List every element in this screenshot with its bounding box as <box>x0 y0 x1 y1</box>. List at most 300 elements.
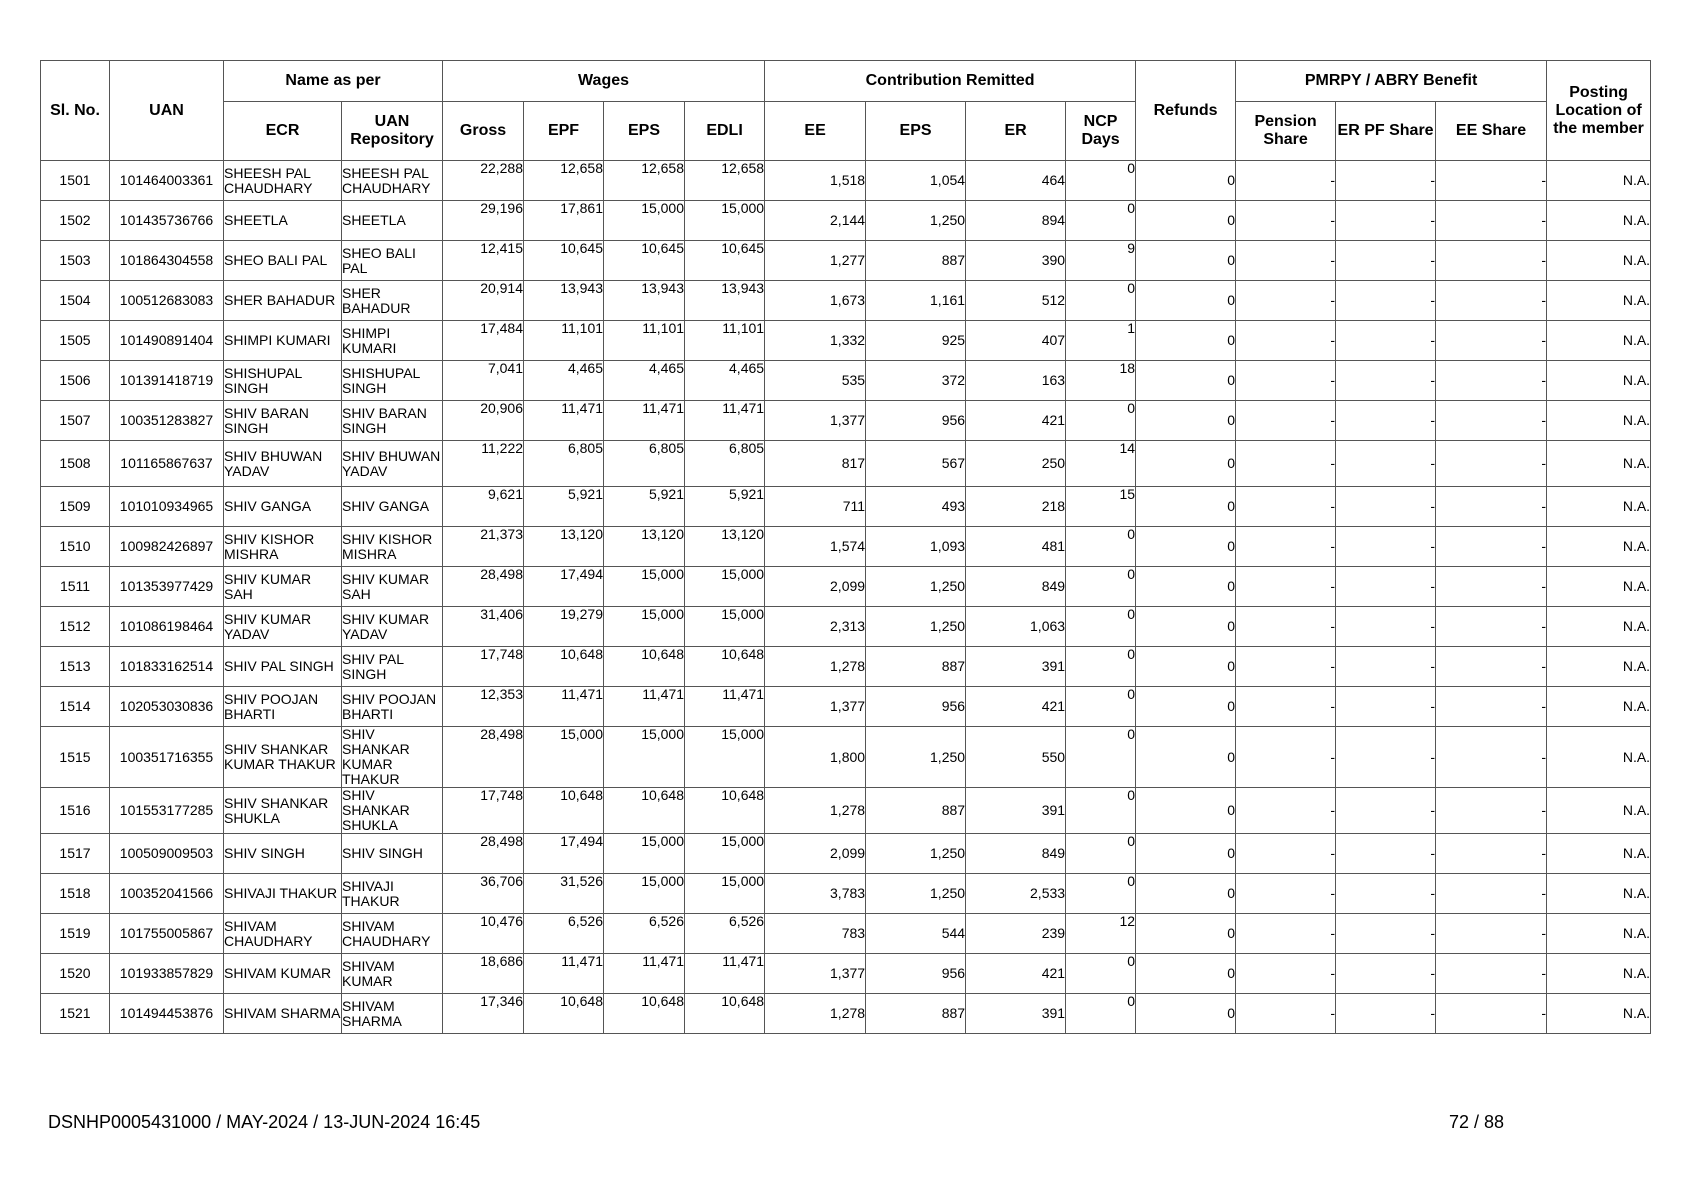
eps-contribution-cell: 493 <box>866 487 966 527</box>
refunds-cell: 0 <box>1136 788 1236 834</box>
repository-name-cell: SHIV BARAN SINGH <box>342 401 443 441</box>
pension-share-cell: - <box>1236 321 1336 361</box>
eps-wage-cell: 13,120 <box>604 527 685 567</box>
er-cell: 390 <box>966 241 1066 281</box>
ncp-days-cell: 0 <box>1066 161 1136 201</box>
ecr-name-cell: SHIV BHUWAN YADAV <box>224 441 342 487</box>
refunds-cell: 0 <box>1136 647 1236 687</box>
pension-share-cell: - <box>1236 954 1336 994</box>
gross-cell: 12,415 <box>443 241 524 281</box>
uan-cell: 101755005867 <box>110 914 224 954</box>
posting-location-cell: N.A. <box>1547 994 1651 1034</box>
uan-cell: 100982426897 <box>110 527 224 567</box>
er-cell: 421 <box>966 954 1066 994</box>
ncp-days-cell: 15 <box>1066 487 1136 527</box>
ncp-days-cell: 18 <box>1066 361 1136 401</box>
ee-cell: 1,278 <box>765 647 866 687</box>
table-row <box>41 241 1651 281</box>
sl-no-cell: 1504 <box>41 281 110 321</box>
er-pf-share-cell: - <box>1336 914 1436 954</box>
uan-cell: 101864304558 <box>110 241 224 281</box>
ee-share-cell: - <box>1436 687 1547 727</box>
sl-no-cell: 1515 <box>41 727 110 788</box>
eps-wage-cell: 11,471 <box>604 401 685 441</box>
eps-wage-cell: 13,943 <box>604 281 685 321</box>
eps-wage-cell: 11,471 <box>604 954 685 994</box>
edli-cell: 13,943 <box>685 281 765 321</box>
ecr-name-cell: SHIVAJI THAKUR <box>224 874 342 914</box>
repository-name-cell: SHEESH PAL CHAUDHARY <box>342 161 443 201</box>
eps-contribution-cell: 887 <box>866 647 966 687</box>
er-cell: 239 <box>966 914 1066 954</box>
eps-wage-cell: 12,658 <box>604 161 685 201</box>
posting-location-cell: N.A. <box>1547 834 1651 874</box>
uan-cell: 101353977429 <box>110 567 224 607</box>
eps-contribution-cell: 925 <box>866 321 966 361</box>
ee-share-cell: - <box>1436 487 1547 527</box>
edli-cell: 15,000 <box>685 201 765 241</box>
ecr-name-cell: SHIMPI KUMARI <box>224 321 342 361</box>
eps-contribution-cell: 567 <box>866 441 966 487</box>
table-row <box>41 914 1651 954</box>
ncp-days-cell: 12 <box>1066 914 1136 954</box>
gross-cell: 17,748 <box>443 788 524 834</box>
er-pf-share-cell: - <box>1336 874 1436 914</box>
er-cell: 550 <box>966 727 1066 788</box>
posting-location-cell: N.A. <box>1547 727 1651 788</box>
refunds-cell: 0 <box>1136 161 1236 201</box>
er-cell: 849 <box>966 834 1066 874</box>
table-row <box>41 281 1651 321</box>
er-pf-share-cell: - <box>1336 647 1436 687</box>
header-eps-contribution: EPS <box>866 102 966 161</box>
uan-cell: 101833162514 <box>110 647 224 687</box>
epf-cell: 31,526 <box>524 874 604 914</box>
ee-share-cell: - <box>1436 994 1547 1034</box>
ee-cell: 2,313 <box>765 607 866 647</box>
er-pf-share-cell: - <box>1336 361 1436 401</box>
eps-wage-cell: 6,526 <box>604 914 685 954</box>
eps-contribution-cell: 1,250 <box>866 567 966 607</box>
ee-share-cell: - <box>1436 281 1547 321</box>
ecr-name-cell: SHIV SHANKAR SHUKLA <box>224 788 342 834</box>
er-pf-share-cell: - <box>1336 788 1436 834</box>
refunds-cell: 0 <box>1136 487 1236 527</box>
repository-name-cell: SHIV PAL SINGH <box>342 647 443 687</box>
ncp-days-cell: 0 <box>1066 201 1136 241</box>
edli-cell: 10,648 <box>685 647 765 687</box>
table-row <box>41 727 1651 788</box>
ncp-days-cell: 0 <box>1066 527 1136 567</box>
document-reference: DSNHP0005431000 / MAY-2024 / 13-JUN-2024 16:45 <box>48 1112 481 1132</box>
eps-contribution-cell: 887 <box>866 241 966 281</box>
gross-cell: 20,906 <box>443 401 524 441</box>
er-cell: 1,063 <box>966 607 1066 647</box>
repository-name-cell: SHIV SHANKAR SHUKLA <box>342 788 443 834</box>
repository-name-cell: SHIVAM SHARMA <box>342 994 443 1034</box>
gross-cell: 21,373 <box>443 527 524 567</box>
table-row <box>41 954 1651 994</box>
sl-no-cell: 1510 <box>41 527 110 567</box>
repository-name-cell: SHEO BALI PAL <box>342 241 443 281</box>
eps-contribution-cell: 1,054 <box>866 161 966 201</box>
edli-cell: 15,000 <box>685 834 765 874</box>
edli-cell: 5,921 <box>685 487 765 527</box>
ecr-name-cell: SHIVAM KUMAR <box>224 954 342 994</box>
eps-wage-cell: 15,000 <box>604 567 685 607</box>
er-pf-share-cell: - <box>1336 281 1436 321</box>
edli-cell: 11,471 <box>685 954 765 994</box>
ee-share-cell: - <box>1436 321 1547 361</box>
epf-cell: 12,658 <box>524 161 604 201</box>
posting-location-cell: N.A. <box>1547 281 1651 321</box>
eps-contribution-cell: 887 <box>866 994 966 1034</box>
eps-contribution-cell: 1,250 <box>866 727 966 788</box>
epf-cell: 10,648 <box>524 994 604 1034</box>
pension-share-cell: - <box>1236 687 1336 727</box>
refunds-cell: 0 <box>1136 201 1236 241</box>
eps-contribution-cell: 1,161 <box>866 281 966 321</box>
posting-location-cell: N.A. <box>1547 321 1651 361</box>
gross-cell: 17,346 <box>443 994 524 1034</box>
repository-name-cell: SHISHUPAL SINGH <box>342 361 443 401</box>
ee-cell: 1,278 <box>765 994 866 1034</box>
eps-wage-cell: 4,465 <box>604 361 685 401</box>
ecr-name-cell: SHIV PAL SINGH <box>224 647 342 687</box>
ee-share-cell: - <box>1436 607 1547 647</box>
epf-cell: 15,000 <box>524 727 604 788</box>
sl-no-cell: 1519 <box>41 914 110 954</box>
posting-location-cell: N.A. <box>1547 441 1651 487</box>
ee-cell: 2,099 <box>765 834 866 874</box>
edli-cell: 10,648 <box>685 994 765 1034</box>
epf-cell: 11,101 <box>524 321 604 361</box>
epf-cell: 5,921 <box>524 487 604 527</box>
ee-share-cell: - <box>1436 401 1547 441</box>
sl-no-cell: 1513 <box>41 647 110 687</box>
ncp-days-cell: 0 <box>1066 727 1136 788</box>
header-uan-repository: UAN Repository <box>342 102 443 161</box>
pension-share-cell: - <box>1236 401 1336 441</box>
posting-location-cell: N.A. <box>1547 954 1651 994</box>
posting-location-cell: N.A. <box>1547 647 1651 687</box>
ee-share-cell: - <box>1436 874 1547 914</box>
epf-cell: 13,120 <box>524 527 604 567</box>
eps-contribution-cell: 372 <box>866 361 966 401</box>
ee-cell: 2,144 <box>765 201 866 241</box>
refunds-cell: 0 <box>1136 914 1236 954</box>
uan-cell: 101086198464 <box>110 607 224 647</box>
table-row <box>41 441 1651 487</box>
posting-location-cell: N.A. <box>1547 161 1651 201</box>
uan-cell: 100351716355 <box>110 727 224 788</box>
epf-cell: 6,526 <box>524 914 604 954</box>
eps-contribution-cell: 1,250 <box>866 874 966 914</box>
ncp-days-cell: 0 <box>1066 647 1136 687</box>
er-cell: 421 <box>966 687 1066 727</box>
posting-location-cell: N.A. <box>1547 914 1651 954</box>
refunds-cell: 0 <box>1136 401 1236 441</box>
er-pf-share-cell: - <box>1336 441 1436 487</box>
gross-cell: 18,686 <box>443 954 524 994</box>
refunds-cell: 0 <box>1136 361 1236 401</box>
ee-cell: 1,332 <box>765 321 866 361</box>
uan-cell: 100351283827 <box>110 401 224 441</box>
refunds-cell: 0 <box>1136 954 1236 994</box>
posting-location-cell: N.A. <box>1547 201 1651 241</box>
er-cell: 421 <box>966 401 1066 441</box>
er-pf-share-cell: - <box>1336 321 1436 361</box>
table-row <box>41 874 1651 914</box>
refunds-cell: 0 <box>1136 441 1236 487</box>
refunds-cell: 0 <box>1136 994 1236 1034</box>
ee-share-cell: - <box>1436 441 1547 487</box>
eps-wage-cell: 10,648 <box>604 994 685 1034</box>
eps-wage-cell: 6,805 <box>604 441 685 487</box>
table-row <box>41 994 1651 1034</box>
ncp-days-cell: 0 <box>1066 954 1136 994</box>
edli-cell: 11,471 <box>685 401 765 441</box>
header-ee-share: EE Share <box>1436 102 1547 161</box>
edli-cell: 15,000 <box>685 607 765 647</box>
refunds-cell: 0 <box>1136 567 1236 607</box>
ee-cell: 817 <box>765 441 866 487</box>
er-pf-share-cell: - <box>1336 527 1436 567</box>
header-ncp-days: NCP Days <box>1066 102 1136 161</box>
pension-share-cell: - <box>1236 914 1336 954</box>
er-cell: 894 <box>966 201 1066 241</box>
epf-cell: 6,805 <box>524 441 604 487</box>
ecr-name-cell: SHIV SINGH <box>224 834 342 874</box>
er-pf-share-cell: - <box>1336 487 1436 527</box>
ee-share-cell: - <box>1436 834 1547 874</box>
epf-cell: 10,645 <box>524 241 604 281</box>
ecr-name-cell: SHISHUPAL SINGH <box>224 361 342 401</box>
repository-name-cell: SHIVAM CHAUDHARY <box>342 914 443 954</box>
table-row <box>41 788 1651 834</box>
ecr-name-cell: SHIV POOJAN BHARTI <box>224 687 342 727</box>
repository-name-cell: SHEETLA <box>342 201 443 241</box>
gross-cell: 28,498 <box>443 727 524 788</box>
sl-no-cell: 1501 <box>41 161 110 201</box>
pension-share-cell: - <box>1236 281 1336 321</box>
posting-location-cell: N.A. <box>1547 607 1651 647</box>
gross-cell: 10,476 <box>443 914 524 954</box>
epf-cell: 13,943 <box>524 281 604 321</box>
gross-cell: 36,706 <box>443 874 524 914</box>
edli-cell: 11,471 <box>685 687 765 727</box>
ee-share-cell: - <box>1436 727 1547 788</box>
er-cell: 481 <box>966 527 1066 567</box>
ecr-name-cell: SHEESH PAL CHAUDHARY <box>224 161 342 201</box>
refunds-cell: 0 <box>1136 687 1236 727</box>
gross-cell: 20,914 <box>443 281 524 321</box>
ee-share-cell: - <box>1436 161 1547 201</box>
table-row <box>41 487 1651 527</box>
table-row <box>41 527 1651 567</box>
er-cell: 407 <box>966 321 1066 361</box>
ee-share-cell: - <box>1436 241 1547 281</box>
er-pf-share-cell: - <box>1336 834 1436 874</box>
edli-cell: 11,101 <box>685 321 765 361</box>
eps-wage-cell: 15,000 <box>604 874 685 914</box>
posting-location-cell: N.A. <box>1547 527 1651 567</box>
header-er-pf-share: ER PF Share <box>1336 102 1436 161</box>
repository-name-cell: SHIV KUMAR YADAV <box>342 607 443 647</box>
table-row <box>41 201 1651 241</box>
posting-location-cell: N.A. <box>1547 487 1651 527</box>
ecr-name-cell: SHIVAM SHARMA <box>224 994 342 1034</box>
ee-cell: 535 <box>765 361 866 401</box>
eps-wage-cell: 11,471 <box>604 687 685 727</box>
gross-cell: 12,353 <box>443 687 524 727</box>
er-cell: 163 <box>966 361 1066 401</box>
er-pf-share-cell: - <box>1336 727 1436 788</box>
epf-cell: 11,471 <box>524 401 604 441</box>
table-row <box>41 687 1651 727</box>
ee-cell: 2,099 <box>765 567 866 607</box>
er-cell: 2,533 <box>966 874 1066 914</box>
edli-cell: 15,000 <box>685 727 765 788</box>
epf-cell: 17,494 <box>524 567 604 607</box>
pension-share-cell: - <box>1236 201 1336 241</box>
er-pf-share-cell: - <box>1336 241 1436 281</box>
posting-location-cell: N.A. <box>1547 874 1651 914</box>
edli-cell: 15,000 <box>685 567 765 607</box>
posting-location-cell: N.A. <box>1547 241 1651 281</box>
pension-share-cell: - <box>1236 161 1336 201</box>
er-pf-share-cell: - <box>1336 567 1436 607</box>
table-body <box>41 161 1651 1034</box>
sl-no-cell: 1506 <box>41 361 110 401</box>
refunds-cell: 0 <box>1136 874 1236 914</box>
edli-cell: 6,526 <box>685 914 765 954</box>
ee-cell: 1,377 <box>765 401 866 441</box>
eps-wage-cell: 10,645 <box>604 241 685 281</box>
ee-cell: 711 <box>765 487 866 527</box>
sl-no-cell: 1517 <box>41 834 110 874</box>
eps-wage-cell: 15,000 <box>604 201 685 241</box>
posting-location-cell: N.A. <box>1547 687 1651 727</box>
uan-cell: 101933857829 <box>110 954 224 994</box>
ncp-days-cell: 0 <box>1066 567 1136 607</box>
sl-no-cell: 1502 <box>41 201 110 241</box>
edli-cell: 10,645 <box>685 241 765 281</box>
table-row <box>41 834 1651 874</box>
eps-contribution-cell: 1,250 <box>866 201 966 241</box>
eps-contribution-cell: 956 <box>866 687 966 727</box>
epf-cell: 19,279 <box>524 607 604 647</box>
refunds-cell: 0 <box>1136 321 1236 361</box>
uan-cell: 101494453876 <box>110 994 224 1034</box>
sl-no-cell: 1507 <box>41 401 110 441</box>
refunds-cell: 0 <box>1136 727 1236 788</box>
ee-cell: 1,278 <box>765 788 866 834</box>
edli-cell: 15,000 <box>685 874 765 914</box>
header-ecr: ECR <box>224 102 342 161</box>
sl-no-cell: 1521 <box>41 994 110 1034</box>
eps-wage-cell: 10,648 <box>604 647 685 687</box>
header-ee: EE <box>765 102 866 161</box>
pension-share-cell: - <box>1236 607 1336 647</box>
er-pf-share-cell: - <box>1336 401 1436 441</box>
eps-contribution-cell: 956 <box>866 401 966 441</box>
uan-cell: 101391418719 <box>110 361 224 401</box>
edli-cell: 6,805 <box>685 441 765 487</box>
header-wages: Wages <box>443 61 765 102</box>
table-row <box>41 361 1651 401</box>
edli-cell: 4,465 <box>685 361 765 401</box>
sl-no-cell: 1511 <box>41 567 110 607</box>
epf-cell: 17,494 <box>524 834 604 874</box>
ee-cell: 1,377 <box>765 687 866 727</box>
uan-cell: 101553177285 <box>110 788 224 834</box>
eps-contribution-cell: 1,093 <box>866 527 966 567</box>
eps-wage-cell: 15,000 <box>604 834 685 874</box>
table-row <box>41 401 1651 441</box>
ee-share-cell: - <box>1436 361 1547 401</box>
refunds-cell: 0 <box>1136 281 1236 321</box>
gross-cell: 17,748 <box>443 647 524 687</box>
repository-name-cell: SHIV POOJAN BHARTI <box>342 687 443 727</box>
pension-share-cell: - <box>1236 994 1336 1034</box>
er-cell: 464 <box>966 161 1066 201</box>
header-epf: EPF <box>524 102 604 161</box>
ecr-name-cell: SHIV GANGA <box>224 487 342 527</box>
page-number: 72 / 88 <box>1449 1112 1505 1132</box>
posting-location-cell: N.A. <box>1547 401 1651 441</box>
header-row-1 <box>41 61 1651 102</box>
pension-share-cell: - <box>1236 441 1336 487</box>
pension-share-cell: - <box>1236 834 1336 874</box>
uan-cell: 101464003361 <box>110 161 224 201</box>
repository-name-cell: SHIVAM KUMAR <box>342 954 443 994</box>
table-row <box>41 567 1651 607</box>
ee-share-cell: - <box>1436 788 1547 834</box>
eps-contribution-cell: 1,250 <box>866 834 966 874</box>
er-pf-share-cell: - <box>1336 201 1436 241</box>
ecr-name-cell: SHIVAM CHAUDHARY <box>224 914 342 954</box>
pension-share-cell: - <box>1236 874 1336 914</box>
ncp-days-cell: 0 <box>1066 994 1136 1034</box>
epf-cell: 11,471 <box>524 954 604 994</box>
sl-no-cell: 1518 <box>41 874 110 914</box>
er-pf-share-cell: - <box>1336 994 1436 1034</box>
header-edli: EDLI <box>685 102 765 161</box>
header-gross: Gross <box>443 102 524 161</box>
header-refunds: Refunds <box>1136 61 1236 161</box>
repository-name-cell: SHIV GANGA <box>342 487 443 527</box>
ecr-name-cell: SHIV SHANKAR KUMAR THAKUR <box>224 727 342 788</box>
ncp-days-cell: 0 <box>1066 607 1136 647</box>
er-cell: 512 <box>966 281 1066 321</box>
epf-cell: 10,648 <box>524 788 604 834</box>
ee-cell: 1,673 <box>765 281 866 321</box>
er-pf-share-cell: - <box>1336 687 1436 727</box>
header-pension-share: Pension Share <box>1236 102 1336 161</box>
gross-cell: 17,484 <box>443 321 524 361</box>
refunds-cell: 0 <box>1136 241 1236 281</box>
eps-wage-cell: 11,101 <box>604 321 685 361</box>
uan-cell: 100352041566 <box>110 874 224 914</box>
ee-share-cell: - <box>1436 647 1547 687</box>
gross-cell: 28,498 <box>443 834 524 874</box>
repository-name-cell: SHIV SHANKAR KUMAR THAKUR <box>342 727 443 788</box>
header-posting-location: Posting Location of the member <box>1547 61 1651 161</box>
ecr-name-cell: SHIV BARAN SINGH <box>224 401 342 441</box>
ee-cell: 3,783 <box>765 874 866 914</box>
repository-name-cell: SHIV KUMAR SAH <box>342 567 443 607</box>
